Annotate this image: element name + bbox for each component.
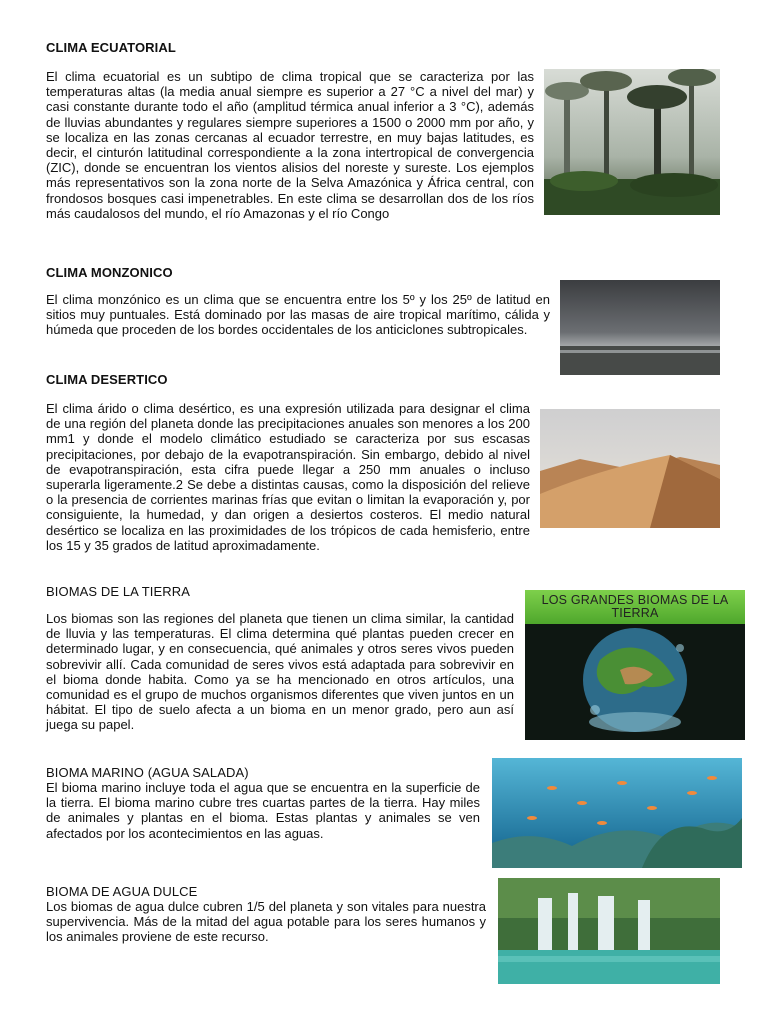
biomes-earth-image [525,590,745,740]
section-clima-monzonico [46,265,720,375]
section-clima-desertico [46,372,720,553]
coral-reef-image [492,758,742,868]
biomes-image-banner: LOS GRANDES BIOMAS DE LA TIERRA [525,590,745,624]
section-body-marino: El bioma marino incluye toda el agua que se encuentra en la superficie de la tierra. El bioma marino cubre tres cuartas partes de la tierra. Hay miles de animales y plantas en el bioma. Estas plantas y animales se ven afectados por los acontecimientos en las aguas. [46,780,480,841]
section-title-biomas: BIOMAS DE LA TIERRA [46,584,190,599]
section-body-dulce: Los biomas de agua dulce cubren 1/5 del planeta y son vitales para nuestra supervivencia. Más de la mitad del agua potable para los seres humanos y los animales proviene de este recurso. [46,899,486,945]
section-bioma-marino [46,765,480,841]
section-title-marino: BIOMA MARINO (AGUA SALADA) [46,765,249,780]
rainforest-image [544,69,720,215]
waterfall-image [498,878,720,984]
section-body-biomas: Los biomas son las regiones del planeta que tienen un clima similar, la cantidad de lluvia y las temperaturas. El clima determina qué plantas pueden crecer en determinado lugar, y en consecuencia, qué animales y otros seres vivos pueden sobrevivir allí. Cada comunidad de seres vivos está adaptada para sobrevivir en el bioma donde habita. Como ya se ha mencionado en otros artículos, una comunidad es el grupo de muchos organismos diferentes que viven juntos en un hábitat. El tipo de suelo afecta a un bioma en un menor grado, pero aun así juega su papel. [46,611,514,733]
section-body-ecuatorial: El clima ecuatorial es un subtipo de clima tropical que se caracteriza por las temperaturas altas (la media anual siempre es superior a 27 °C a nivel del mar) y casi constante durante todo el año (amplitud térmica anual inferior a 3 °C), además de lluvias abundantes y regulares siempre superiores a 1500 o 2000 mm por año, y se localiza en las zonas cercanas al ecuador terrestre, en muy bajas latitudes, es decir, el cinturón latitudinal correspondiente a la zona intertropical de convergencia (ZIC), donde se encuentran los vientos alisios del noreste y sureste. Los ejemplos más representativos son la zona norte de la Selva Amazónica y África central, con frondosos bosques casi impenetrables. En este clima se desarrollan dos de los ríos más caudalosos del mundo, el río Amazonas y el río Congo [46,69,534,221]
section-title-monzonico: CLIMA MONZONICO [46,265,173,280]
section-title-dulce: BIOMA DE AGUA DULCE [46,884,198,899]
section-title-desertico: CLIMA DESERTICO [46,372,168,387]
section-body-desertico: El clima árido o clima desértico, es una expresión utilizada para designar el clima de una región del planeta donde las precipitaciones anuales son menores a los 200 mm1 y donde el modelo climático estudiado se caracteriza por sus escasas precipitaciones, por debajo de la evapotranspiración. Sin embargo, debido al nivel de evapotranspiración, esta cifra puede llegar a 250 mm anuales o incluso superarla ligeramente.2 Se debe a distintas causas, como la disposición del relieve o la presencia de corrientes marinas frías que evitan o limitan la evaporación y, por consiguiente, la humedad, y dan origen a desiertos costeros. El medio natural desértico se localiza en las proximidades de los trópicos de cada hemisferio, entre los 15 y 35 grados de latitud aproximadamente. [46,401,530,553]
section-bioma-agua-dulce [46,884,486,945]
section-biomas [46,584,514,733]
storm-sky-image [560,280,720,375]
section-body-monzonico: El clima monzónico es un clima que se encuentra entre los 5º y los 25º de latitud en sitios muy puntuales. Está dominado por las masas de aire tropical marítimo, cálida y húmeda que proceden de los bordes occidentales de los anticiclones subtropicales. [46,292,550,338]
section-title-ecuatorial: CLIMA ECUATORIAL [46,40,176,55]
section-clima-ecuatorial [46,40,720,221]
desert-dunes-image [540,409,720,528]
